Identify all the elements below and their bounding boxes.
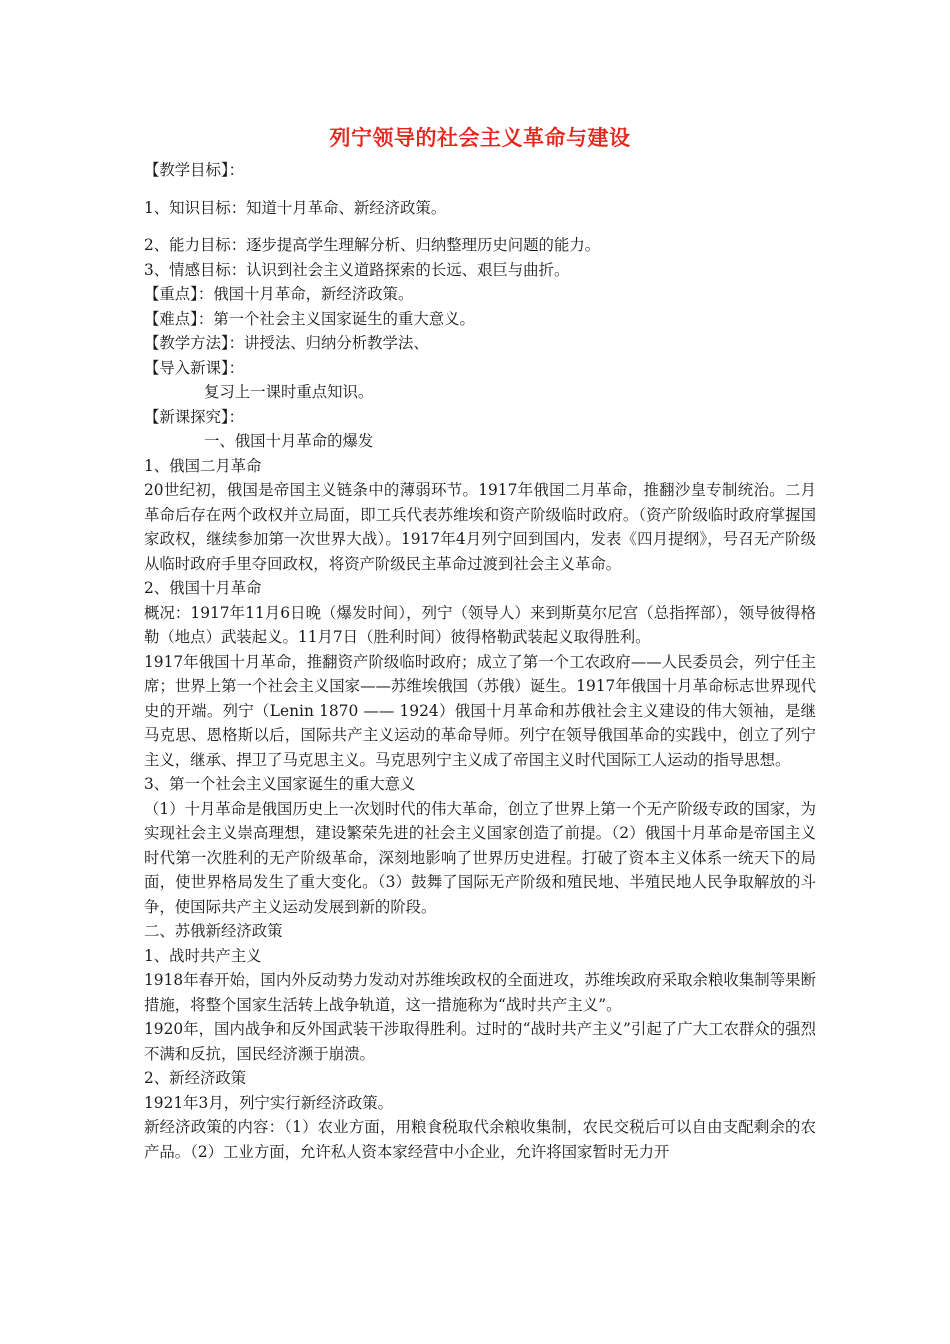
section-1-sub-3-text: （1）十月革命是俄国历史上一次划时代的伟大革命，创立了世界上第一个无产阶级专政的国家，为实现社会主义崇高理想，建设繁荣先进的社会主义国家创造了前提。（2）俄国十月革命是帝国主义时代第一次胜利的无产阶级革命，深刻地影响了世界历史进程。打破了资本主义体系一统天下的局面，使世界格局发生了重大变化。（3）鼓舞了国际无产阶级和殖民地、半殖民地人民争取解放的斗争，使国际共产主义运动发展到新的阶段。 xyxy=(144,799,816,916)
section-2-sub-1-title: 1、战时共产主义 xyxy=(144,946,262,965)
section-1-sub-2-title: 2、俄国十月革命 xyxy=(144,579,262,597)
section-2-sub-2-text-b: 新经济政策的内容：（1）农业方面，用粮食税取代余粮收集制，农民交税后可以自由支配剩余的农产品。（2）工业方面，允许私人资本家经营中小企业，允许将国家暂时无力开 xyxy=(144,1118,816,1161)
key-point: 【重点】：俄国十月革命，新经济政策。 xyxy=(144,285,414,303)
section-1-sub-2-text-a: 概况：1917年11月6日晚（爆发时间），列宁（领导人）来到斯莫尔尼宫（总指挥部），领导彼得格勒（地点）武装起义。11月7日（胜利时间）彼得格勒武装起义取得胜利。 xyxy=(144,603,816,646)
intro-text: 复习上一课时重点知识。 xyxy=(204,383,374,401)
document-title: 列宁领导的社会主义革命与建设 xyxy=(329,126,631,150)
intro-heading: 【导入新课】： xyxy=(144,358,245,377)
section-2-title: 二、苏俄新经济政策 xyxy=(144,922,283,940)
goal-2: 2、能力目标：逐步提高学生理解分析、归纳整理历史问题的能力。 xyxy=(144,236,601,254)
section-1-sub-2-text-b: 1917年俄国十月革命，推翻资产阶级临时政府；成立了第一个工农政府——人民委员会，列宁任主席；世界上第一个社会主义国家——苏维埃俄国（苏俄）诞生。1917年俄国十月革命标志世界现代史的开端。列宁（Lenin 1870 —— 1924）俄国十月革命和苏俄社会主义建设的伟大领袖，是继马克思、恩格斯以后，国际共产主义运动的革命导师。列宁在领导俄国革命的实践中，创立了列宁主义，继承、捍卫了马克思主义。马克思列宁主义成了帝国主义时代国际工人运动的指导思想。 xyxy=(144,652,816,769)
section-2-sub-2-text-a: 1921年3月，列宁实行新经济政策。 xyxy=(144,1093,394,1112)
explore-heading: 【新课探究】： xyxy=(144,407,245,426)
section-1-sub-1-text: 20世纪初，俄国是帝国主义链条中的薄弱环节。1917年俄国二月革命，推翻沙皇专制统治。二月革命后存在两个政权并立局面，即工兵代表苏维埃和资产阶级临时政府。（资产阶级临时政府掌握国家政权，继续参加第一次世界大战）。1917年4月列宁回到国内，发表《四月提纲》，号召无产阶级从临时政府手里夺回政权，将资产阶级民主革命过渡到社会主义革命。 xyxy=(144,481,816,573)
difficulty: 【难点】：第一个社会主义国家诞生的重大意义。 xyxy=(144,309,475,328)
section-2-sub-2-title: 2、新经济政策 xyxy=(144,1069,247,1087)
document-page xyxy=(144,118,816,1164)
goals-heading: 【教学目标】： xyxy=(144,161,245,179)
section-2-sub-1-text-a: 1918年春开始，国内外反动势力发动对苏维埃政权的全面进攻，苏维埃政府采取余粮收集制等果断措施，将整个国家生活转上战争轨道，这一措施称为“战时共产主义”。 xyxy=(144,971,816,1014)
section-2-sub-1-text-b: 1920年，国内战争和反外国武装干涉取得胜利。过时的“战时共产主义”引起了广大工农群众的强烈不满和反抗，国民经济濒于崩溃。 xyxy=(144,1020,816,1063)
teaching-method: 【教学方法】：讲授法、归纳分析教学法、 xyxy=(144,334,429,352)
section-1-title: 一、俄国十月革命的爆发 xyxy=(204,432,374,450)
section-1-sub-1-title: 1、俄国二月革命 xyxy=(144,456,262,475)
goal-1: 1、知识目标：知道十月革命、新经济政策。 xyxy=(144,198,447,217)
goal-3: 3、情感目标：认识到社会主义道路探索的长远、艰巨与曲折。 xyxy=(144,260,570,279)
section-1-sub-3-title: 3、第一个社会主义国家诞生的重大意义 xyxy=(144,775,416,793)
